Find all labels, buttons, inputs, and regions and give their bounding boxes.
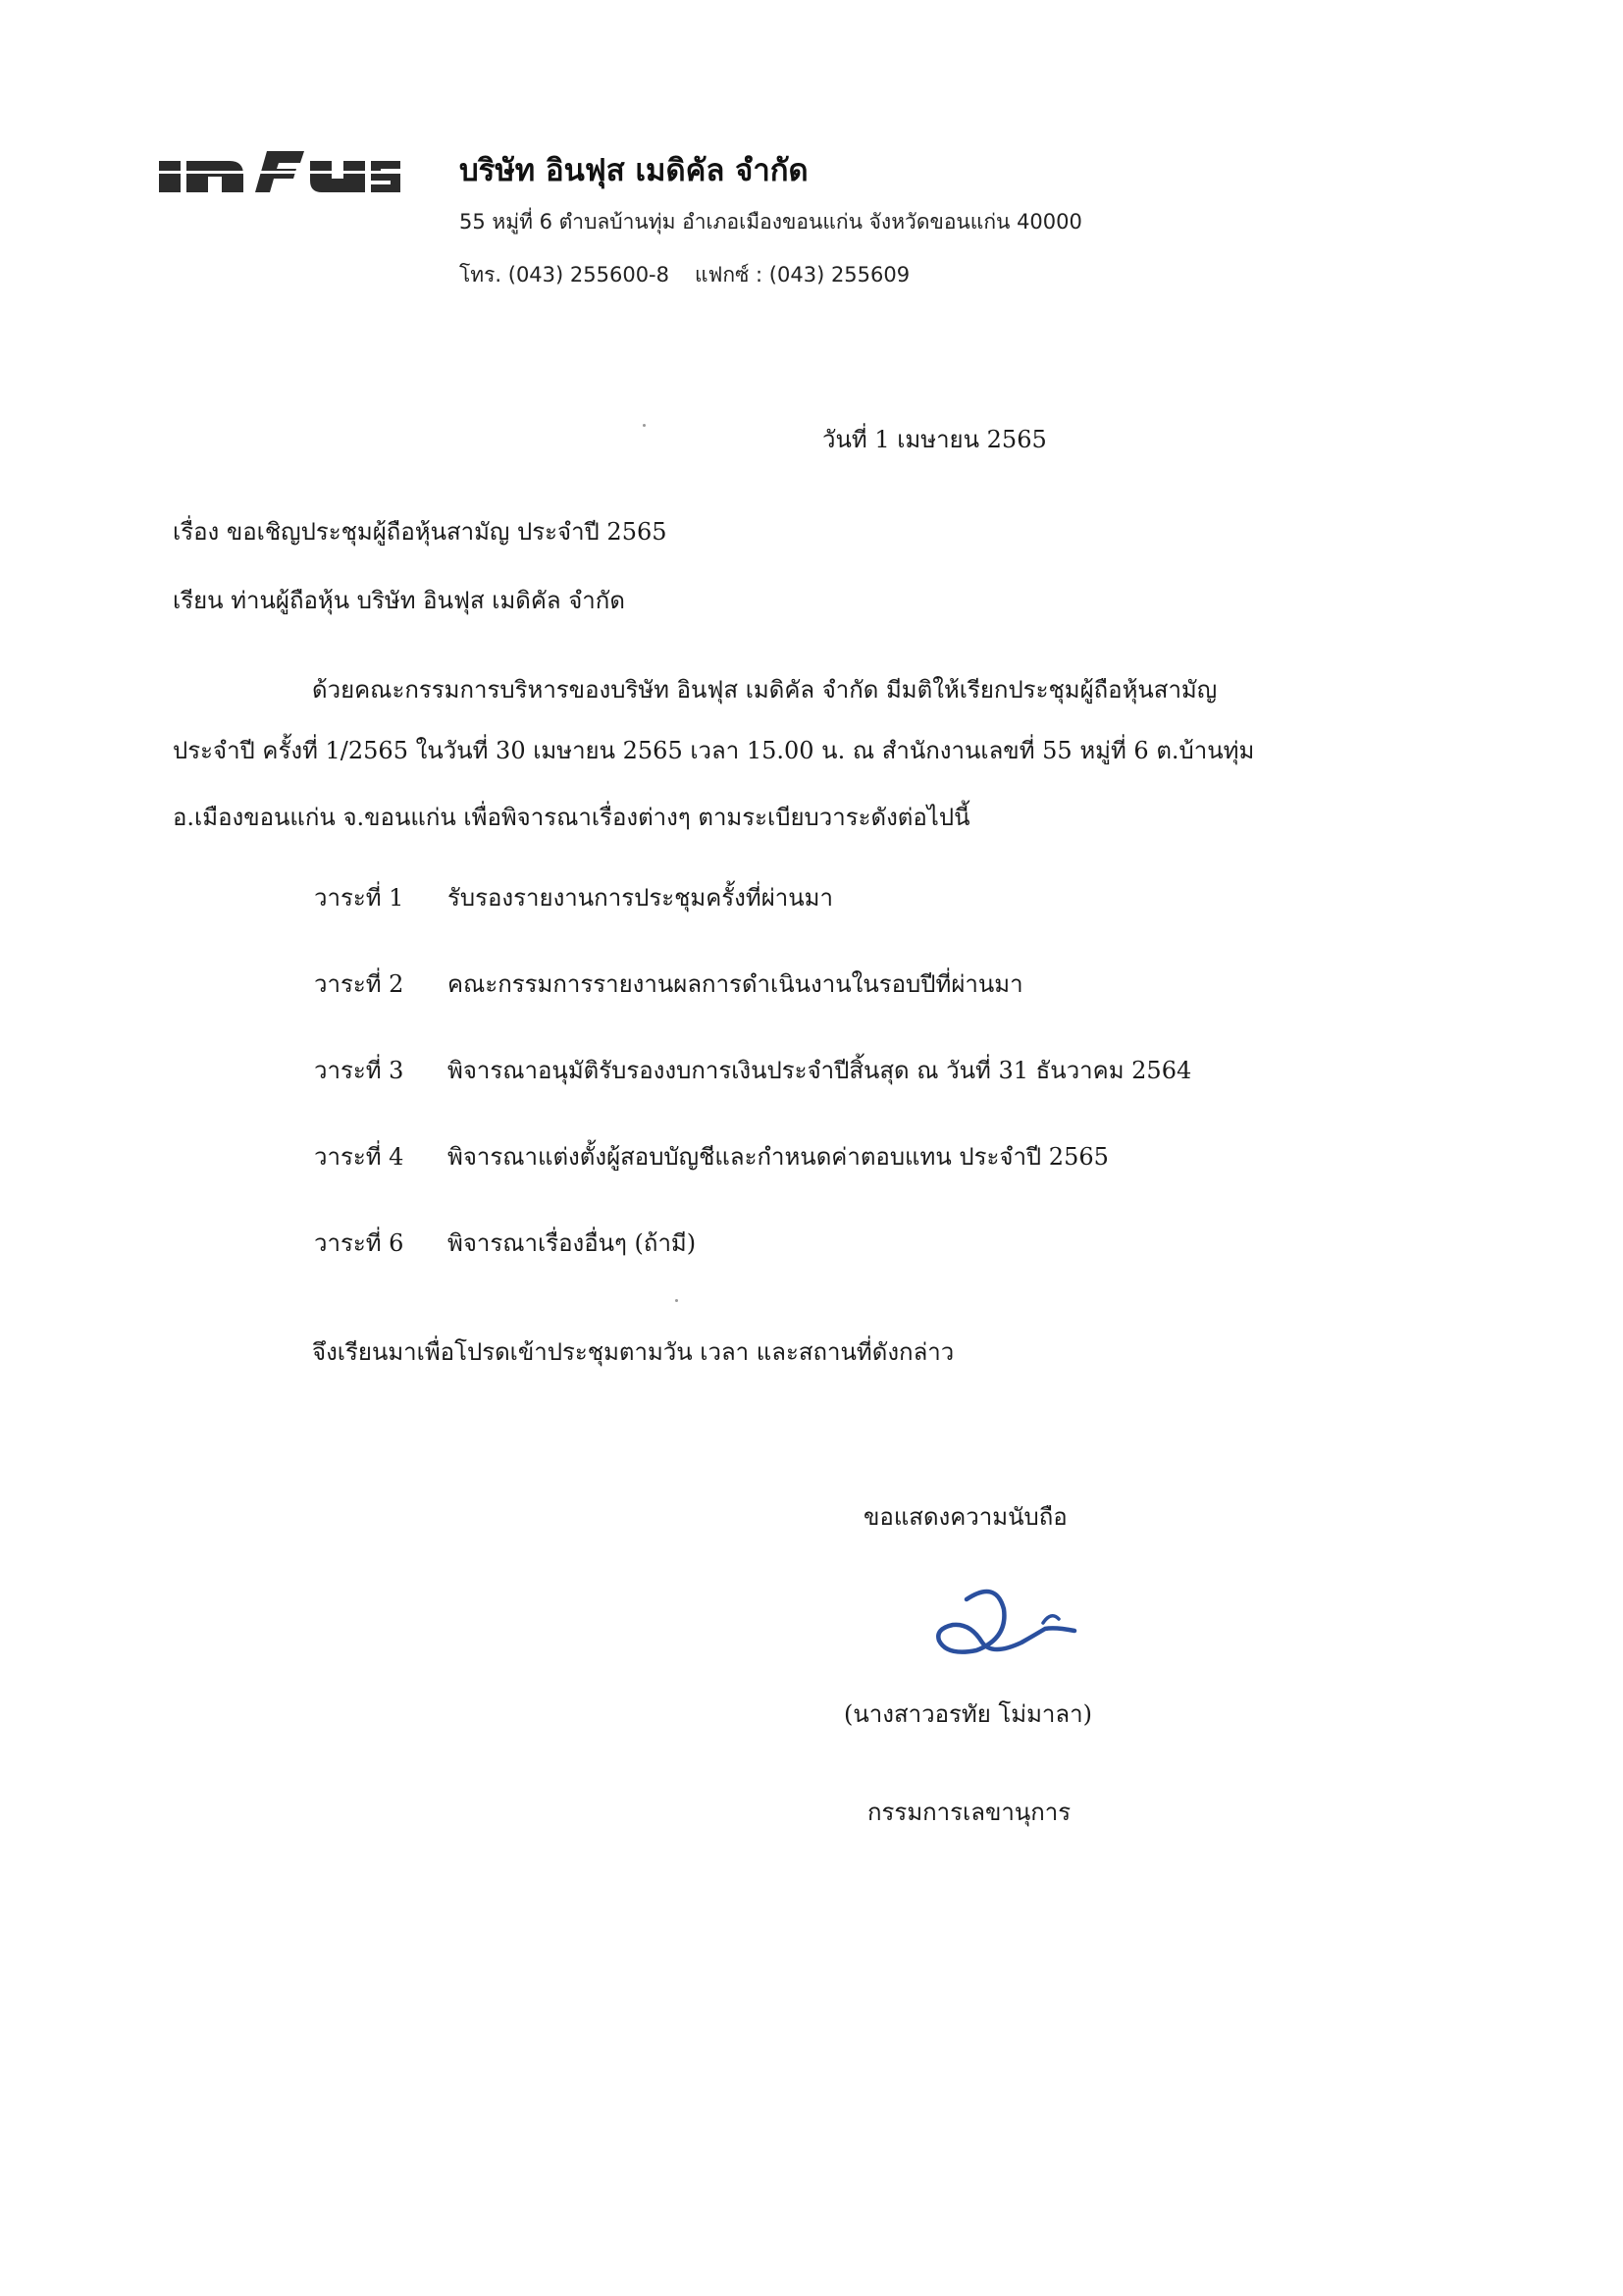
agenda-item <box>314 1137 1191 1224</box>
agenda-text: พิจารณาอนุมัติรับรองงบการเงินประจำปีสิ้นสุด ณ วันที่ 31 ธันวาคม 2564 <box>447 1057 1192 1084</box>
agenda-number: วาระที่ 3 <box>314 1057 404 1084</box>
body-line: ด้วยคณะกรรมการบริหารของบริษัท อินฟุส เมดิคัล จำกัด มีมติให้เรียกประชุมผู้ถือหุ้นสามัญ <box>312 676 1218 704</box>
company-phone: โทร. (043) 255600-8 <box>459 263 669 287</box>
agenda-number: วาระที่ 4 <box>314 1143 404 1171</box>
agenda-text: พิจารณาเรื่องอื่นๆ (ถ้ามี) <box>447 1229 697 1257</box>
closing-text: จึงเรียนมาเพื่อโปรดเข้าประชุมตามวัน เวลา และสถานที่ดังกล่าว <box>312 1338 955 1366</box>
scan-speck <box>675 1299 678 1302</box>
agenda-item <box>314 878 1191 965</box>
agenda-text: พิจารณาแต่งตั้งผู้สอบบัญชีและกำหนดค่าตอบแทน ประจำปี 2565 <box>447 1143 1109 1171</box>
body-line: ประจำปี ครั้งที่ 1/2565 ในวันที่ 30 เมษายน 2565 เวลา 15.00 น. ณ สำนักงานเลขที่ 55 หมู่ที่ 6 ต.บ้านทุ่ม <box>173 737 1255 764</box>
letter-subject: เรื่อง ขอเชิญประชุมผู้ถือหุ้นสามัญ ประจำปี 2565 <box>173 518 667 546</box>
company-logo <box>157 147 402 196</box>
body-line: อ.เมืองขอนแก่น จ.ขอนแก่น เพื่อพิจารณาเรื่องต่างๆ ตามระเบียบวาระดังต่อไปนี้ <box>173 804 970 831</box>
company-fax: แฟกซ์ : (043) 255609 <box>695 263 911 287</box>
company-name: บริษัท อินฟุส เมดิคัล จำกัด <box>459 153 809 188</box>
handwritten-signature <box>927 1570 1104 1678</box>
letter-recipient: เรียน ท่านผู้ถือหุ้น บริษัท อินฟุส เมดิคัล จำกัด <box>173 587 625 614</box>
agenda-item <box>314 1051 1191 1137</box>
signer-title: กรรมการเลขานุการ <box>867 1799 1072 1826</box>
company-contact <box>459 259 910 291</box>
company-address: 55 หมู่ที่ 6 ตำบลบ้านทุ่ม อำเภอเมืองขอนแก่น จังหวัดขอนแก่น 40000 <box>459 210 1082 234</box>
agenda-text: คณะกรรมการรายงานผลการดำเนินงานในรอบปีที่ผ่านมา <box>447 970 1023 998</box>
agenda-list <box>314 878 1191 1310</box>
letter-date: วันที่ 1 เมษายน 2565 <box>822 426 1047 453</box>
agenda-number: วาระที่ 6 <box>314 1229 404 1257</box>
agenda-number: วาระที่ 1 <box>314 884 404 912</box>
scan-speck <box>643 424 646 427</box>
agenda-item <box>314 1224 1191 1310</box>
agenda-text: รับรองรายงานการประชุมครั้งที่ผ่านมา <box>447 884 833 912</box>
agenda-number: วาระที่ 2 <box>314 970 404 998</box>
signer-name: (นางสาวอรทัย โม่มาลา) <box>844 1700 1092 1728</box>
agenda-item <box>314 965 1191 1051</box>
regards-text: ขอแสดงความนับถือ <box>864 1503 1068 1531</box>
